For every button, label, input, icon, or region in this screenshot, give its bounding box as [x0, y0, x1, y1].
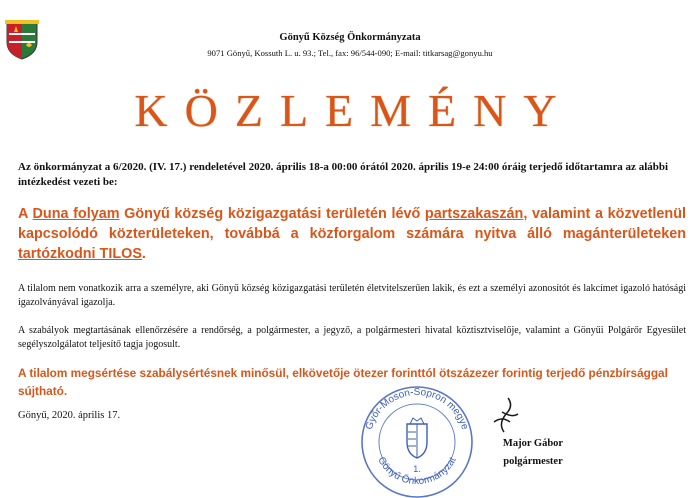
main-notice — [18, 204, 686, 264]
notice-text-2: Gönyű község közigazgatási területén lévő — [119, 206, 425, 222]
official-stamp — [356, 382, 478, 498]
signer-title: polgármester — [503, 456, 563, 467]
notice-text-1: A — [18, 206, 33, 222]
handwritten-signature — [484, 396, 524, 436]
stamp-number: 1. — [413, 464, 421, 474]
stamp-crest-icon — [407, 418, 427, 458]
enforcement-paragraph: A szabályok megtartásának ellenőrzésére a rendőrség, a polgármester, a jegyző, a polgármesteri hivatal köztisztviselője, valamint a Gönyűi Polgárőr Egyesület segélyszolgálatot teljesítő tagja jogosult. — [18, 325, 686, 350]
exemption-paragraph: A tilalom nem vonatkozik arra a személyre, aki Gönyű község közigazgatási területén életvitelszerűen lakik, és ezt a személyi azonosítót és lakcímet igazoló hatósági igazolványával igazolja. — [18, 283, 686, 308]
notice-text-4: . — [141, 246, 146, 262]
notice-highlight-shore: partszakaszán — [424, 206, 524, 222]
signer-name: Major Gábor — [502, 438, 564, 449]
document-title: KÖZLEMÉNY — [134, 85, 574, 136]
issue-date: Gönyű, 2020. április 17. — [18, 410, 121, 421]
stamp-bottom-text: Gönyű Önkormányzat — [375, 455, 459, 488]
penalty-paragraph: A tilalom megsértése szabálysértésnek minősül, elkövetője ötezer forinttól ötszázezer forintig terjedő pénzbírsággal sújtható. — [18, 366, 668, 398]
issuer-title: Gönyű Község Önkormányzata — [279, 32, 421, 43]
stamp-top-text: Győr-Moson-Sopron megye — [363, 387, 471, 432]
coat-of-arms-icon — [4, 20, 40, 60]
issuer-address: 9071 Gönyű, Kossuth L. u. 93.; Tel., fax: 96/544-090; E-mail: titkarsag@gonyu.hu — [207, 48, 493, 58]
notice-highlight-danube: Duna folyam — [32, 206, 120, 222]
notice-highlight-prohibited: tartózkodni TILOS — [18, 246, 142, 262]
intro-paragraph: Az önkormányzat a 6/2020. (IV. 17.) rendeletével 2020. április 18-a 00:00 órától 2020. április 19-e 24:00 óráig terjedő időtartamra az alábbi intézkedést vezeti be: — [18, 161, 669, 188]
notice-text-3: , valamint a közvetlenül kapcsolódó közterületeken, továbbá a közforgalom számára nyitva álló magánterületeken — [18, 206, 687, 242]
